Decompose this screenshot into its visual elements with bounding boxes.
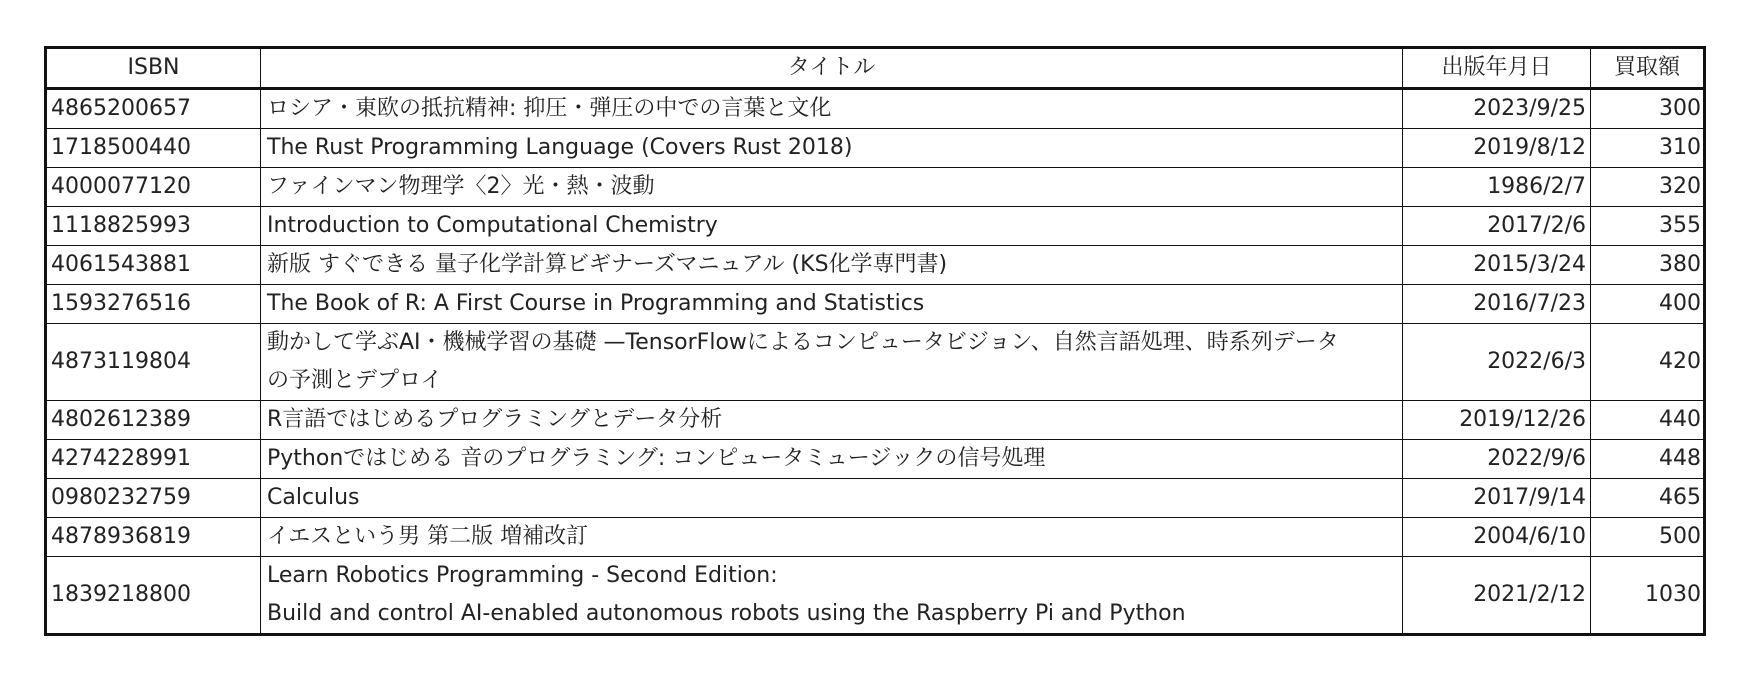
header-isbn: ISBN <box>46 48 261 89</box>
isbn-cell: 4000077120 <box>46 168 261 207</box>
title-line: ファインマン物理学〈2〉光・熱・波動 <box>267 174 655 199</box>
publish-date-cell: 2015/3/24 <box>1403 246 1591 285</box>
publish-date-cell: 2004/6/10 <box>1403 518 1591 557</box>
title-line: の予測とデプロイ <box>267 368 443 393</box>
title-cell <box>261 89 1403 129</box>
purchase-price-cell: 420 <box>1591 324 1705 401</box>
purchase-price-cell: 465 <box>1591 479 1705 518</box>
book-price-table <box>44 46 1706 636</box>
purchase-price-cell: 310 <box>1591 129 1705 168</box>
isbn-cell: 4878936819 <box>46 518 261 557</box>
isbn-cell: 0980232759 <box>46 479 261 518</box>
title-cell <box>261 401 1403 440</box>
header-publish-date: 出版年月日 <box>1403 48 1591 89</box>
title-line: 新版 すぐできる 量子化学計算ビギナーズマニュアル (KS化学専門書) <box>267 252 948 277</box>
publish-date-cell: 2019/12/26 <box>1403 401 1591 440</box>
title-line: The Book of R: A First Course in Programming and Statistics <box>267 291 925 316</box>
title-line: 動かして学ぶAI・機械学習の基礎 —TensorFlowによるコンピュータビジョン、自然言語処理、時系列データ <box>267 330 1339 355</box>
publish-date-cell: 1986/2/7 <box>1403 168 1591 207</box>
isbn-cell: 4061543881 <box>46 246 261 285</box>
isbn-cell: 1839218800 <box>46 557 261 635</box>
isbn-cell: 4274228991 <box>46 440 261 479</box>
table-row <box>46 557 1705 635</box>
title-line: ロシア・東欧の抵抗精神: 抑圧・弾圧の中での言葉と文化 <box>267 96 832 121</box>
title-cell <box>261 440 1403 479</box>
table-row <box>46 401 1705 440</box>
table-row <box>46 129 1705 168</box>
title-cell <box>261 324 1403 401</box>
publish-date-cell: 2016/7/23 <box>1403 285 1591 324</box>
purchase-price-cell: 1030 <box>1591 557 1705 635</box>
isbn-cell: 1593276516 <box>46 285 261 324</box>
title-cell <box>261 479 1403 518</box>
isbn-cell: 4802612389 <box>46 401 261 440</box>
table-row <box>46 518 1705 557</box>
title-cell <box>261 129 1403 168</box>
title-cell <box>261 246 1403 285</box>
title-cell <box>261 518 1403 557</box>
publish-date-cell: 2022/6/3 <box>1403 324 1591 401</box>
title-cell <box>261 207 1403 246</box>
title-line: R言語ではじめるプログラミングとデータ分析 <box>267 407 723 432</box>
table-row <box>46 89 1705 129</box>
purchase-price-cell: 380 <box>1591 246 1705 285</box>
title-line: Calculus <box>267 485 360 510</box>
purchase-price-cell: 320 <box>1591 168 1705 207</box>
table-row <box>46 479 1705 518</box>
publish-date-cell: 2017/2/6 <box>1403 207 1591 246</box>
isbn-cell: 4873119804 <box>46 324 261 401</box>
title-line: イエスという男 第二版 増補改訂 <box>267 524 589 549</box>
purchase-price-cell: 400 <box>1591 285 1705 324</box>
publish-date-cell: 2023/9/25 <box>1403 89 1591 129</box>
publish-date-cell: 2017/9/14 <box>1403 479 1591 518</box>
publish-date-cell: 2022/9/6 <box>1403 440 1591 479</box>
isbn-cell: 1718500440 <box>46 129 261 168</box>
isbn-cell: 4865200657 <box>46 89 261 129</box>
title-line: The Rust Programming Language (Covers Rust 2018) <box>267 135 853 160</box>
purchase-price-cell: 500 <box>1591 518 1705 557</box>
title-cell <box>261 285 1403 324</box>
purchase-price-cell: 440 <box>1591 401 1705 440</box>
table-row <box>46 324 1705 401</box>
table-row <box>46 246 1705 285</box>
title-line: Introduction to Computational Chemistry <box>267 213 718 238</box>
purchase-price-cell: 448 <box>1591 440 1705 479</box>
header-row <box>46 48 1705 89</box>
title-line: Build and control AI-enabled autonomous robots using the Raspberry Pi and Python <box>267 601 1186 626</box>
header-purchase-price: 買取額 <box>1591 48 1705 89</box>
table-row <box>46 285 1705 324</box>
purchase-price-cell: 355 <box>1591 207 1705 246</box>
header-title: タイトル <box>261 48 1403 89</box>
isbn-cell: 1118825993 <box>46 207 261 246</box>
title-line: Learn Robotics Programming - Second Edition: <box>267 563 778 588</box>
purchase-price-cell: 300 <box>1591 89 1705 129</box>
table-row <box>46 168 1705 207</box>
publish-date-cell: 2019/8/12 <box>1403 129 1591 168</box>
title-cell <box>261 168 1403 207</box>
title-line: Pythonではじめる 音のプログラミング: コンピュータミュージックの信号処理 <box>267 446 1046 471</box>
table-row <box>46 207 1705 246</box>
table-row <box>46 440 1705 479</box>
title-cell <box>261 557 1403 635</box>
publish-date-cell: 2021/2/12 <box>1403 557 1591 635</box>
